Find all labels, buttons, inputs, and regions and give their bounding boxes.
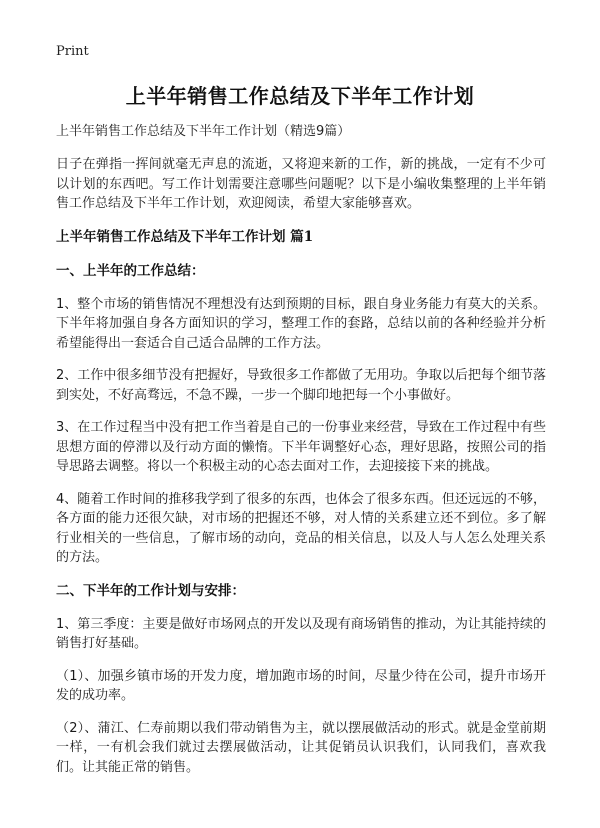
part2-heading: 二、下半年的工作计划与安排： [56,582,245,599]
print-link[interactable]: Print [56,44,89,59]
list-item: （1）、加强乡镇市场的开发力度，增加跑市场的时间，尽量少待在公司，提升市场开发的成功率。 [56,668,546,703]
section-heading: 上半年销售工作总结及下半年工作计划 篇1 [56,228,314,245]
document-subtitle: 上半年销售工作总结及下半年工作计划（精选9篇） [56,124,351,139]
list-item: （2）、蒲江、仁寿前期以我们带动销售为主，就以摆展做活动的形式。就是金堂前期一样，一有机会我们就过去摆展做活动，让其促销员认识我们，认同我们，喜欢我们。让其能正常的销售。 [56,720,546,775]
page-title: 上半年销售工作总结及下半年工作计划 [125,84,475,108]
part1-heading: 一、上半年的工作总结： [56,262,205,279]
document-body [56,122,546,790]
list-item: 2、工作中很多细节没有把握好，导致很多工作都做了无用功。争取以后把每个细节落到实处，不好高骛远，不急不躁，一步一个脚印地把每一个小事做好。 [56,368,546,403]
intro-paragraph: 日子在弹指一挥间就毫无声息的流逝，又将迎来新的工作，新的挑战，一定有不少可以计划的东西吧。写工作计划需要注意哪些问题呢？以下是小编收集整理的上半年销售工作总结及下半年工作计划，欢迎阅读，希望大家能够喜欢。 [56,157,546,211]
list-item: 4、随着工作时间的推移我学到了很多的东西，也体会了很多东西。但还远远的不够，各方面的能力还很欠缺，对市场的把握还不够，对人情的关系建立还不到位。多了解行业相关的一些信息，了解市场的动向，竞品的相关信息，以及人与人怎么处理关系的方法。 [56,491,546,565]
list-item: 1、第三季度：主要是做好市场网点的开发以及现有商场销售的推动，为让其能持续的销售打好基础。 [56,616,546,651]
list-item: 3、在工作过程当中没有把工作当着是自己的一份事业来经营，导致在工作过程中有些思想方面的停滞以及行动方面的懒惰。下半年调整好心态，理好思路，按照公司的指导思路去调整。将以一个积极主动的心态去面对工作，去迎接接下来的挑战。 [56,420,546,474]
list-item: 1、整个市场的销售情况不理想没有达到预期的目标，跟自身业务能力有莫大的关系。下半年将加强自身各方面知识的学习，整理工作的套路，总结以前的各种经验并分析希望能得出一套适合自己适合品牌的工作方法。 [56,296,546,351]
